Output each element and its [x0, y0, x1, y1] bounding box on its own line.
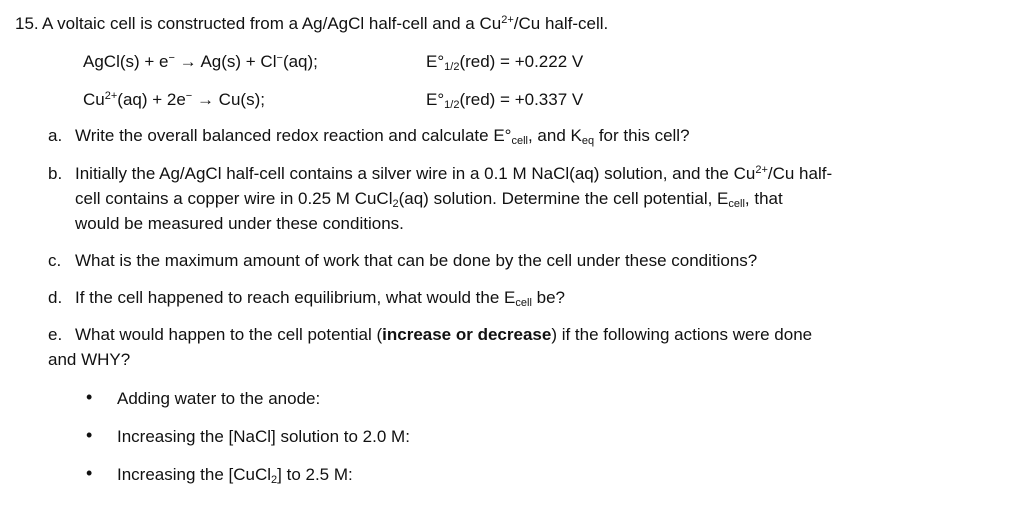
bullet-icon: • [86, 463, 93, 483]
part-a-text: Write the overall balanced redox reaction and calculate $E^\circ_{cell}$, and $K_{eq}$ for this cell? [75, 126, 690, 147]
half-reaction-cu: $Cu^{2+}(aq) + 2e^- \to Cu(s)$; [83, 90, 265, 109]
part-b-line-1: Initially the Ag/AgCl half-cell contains a silver wire in a 0.1 M NaCl(aq) solution, and the $Cu^{2+}/Cu$ half- [75, 164, 833, 183]
part-b-label: b. [48, 164, 63, 183]
bullet-text-nacl: Increasing the [NaCl] solution to 2.0 M: [117, 427, 410, 446]
bullet-icon: • [86, 387, 93, 407]
potential-agcl: $E^\circ_{1/2}(red) = +0.222$ V [426, 52, 584, 73]
part-b-line-2: cell contains a copper wire in 0.25 M CuCl$_2$(aq) solution. Determine the cell potential, $E_{cell}$, that [75, 189, 783, 210]
half-reaction-agcl: AgCl(s) + e− → Ag(s) + Cl−(aq); [83, 52, 318, 71]
part-b-line-3: would be measured under these conditions. [75, 214, 404, 233]
part-c-label: c. [48, 251, 62, 270]
bullet-text-cucl2: Increasing the [CuCl$_2$] to 2.5 M: [117, 465, 353, 486]
part-e-label: e. [48, 325, 63, 344]
bullet-text-water-anode: Adding water to the anode: [117, 389, 321, 408]
part-e-line-1: What would happen to the cell potential (increase or decrease) if the following actions were done [75, 325, 813, 344]
part-d-text: If the cell happened to reach equilibrium, what would the $E_{cell}$ be? [75, 288, 565, 309]
part-e-line-2: and WHY? [48, 350, 131, 369]
potential-cu: $E^\circ_{1/2}(red) = +0.337$ V [426, 90, 584, 111]
part-d-label: d. [48, 288, 63, 307]
question-intro: A voltaic cell is constructed from a Ag/AgCl half-cell and a $Cu^{2+}/Cu$ half-cell. [42, 14, 609, 33]
question-number: 15. [15, 14, 39, 33]
part-a-label: a. [48, 126, 63, 145]
bullet-icon: • [86, 425, 93, 445]
part-c-text: What is the maximum amount of work that can be done by the cell under these conditions? [75, 251, 758, 270]
